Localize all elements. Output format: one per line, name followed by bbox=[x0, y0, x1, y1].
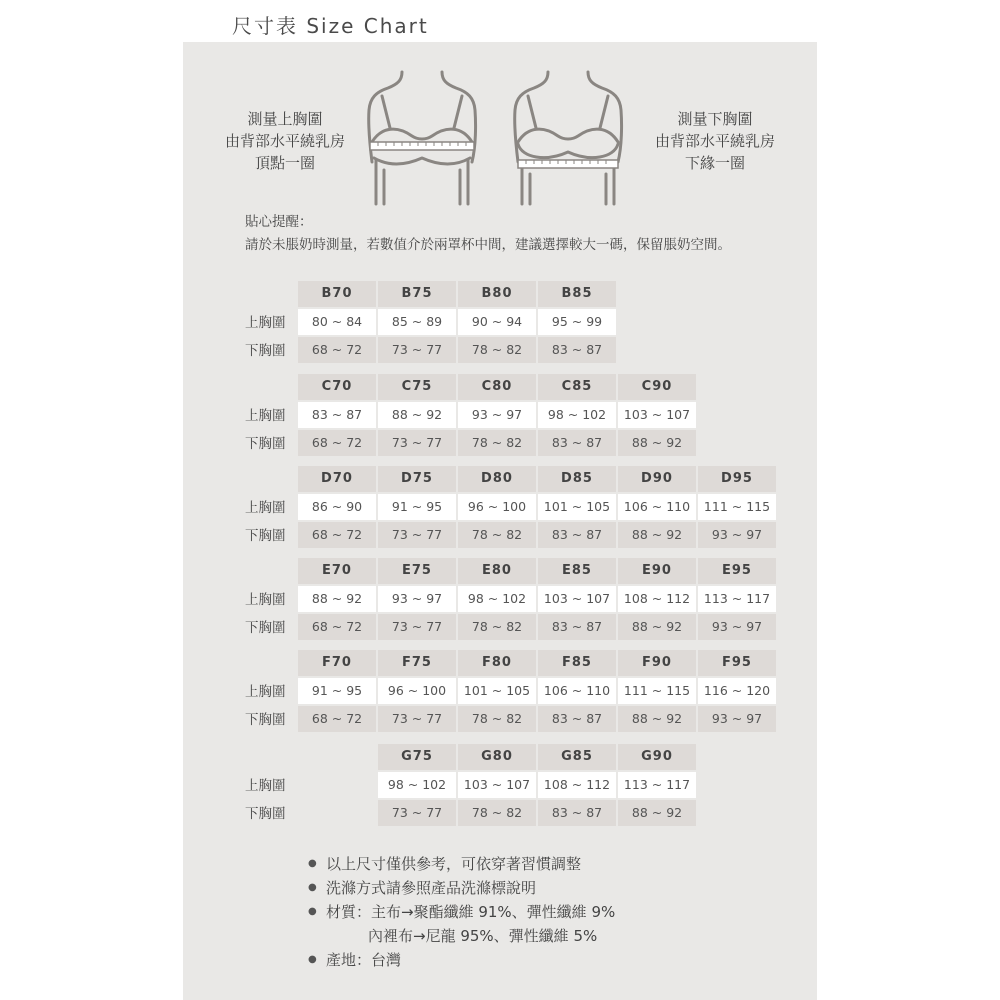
under-bust-cell: 88 ~ 92 bbox=[618, 522, 696, 548]
under-bust-cell: 68 ~ 72 bbox=[298, 430, 376, 456]
row-label-under-bust: 下胸圍 bbox=[245, 436, 286, 452]
under-bust-cell: 78 ~ 82 bbox=[458, 337, 536, 363]
size-header: B85 bbox=[538, 281, 616, 307]
size-header: D80 bbox=[458, 466, 536, 492]
size-header: C90 bbox=[618, 374, 696, 400]
under-bust-cell: 68 ~ 72 bbox=[298, 706, 376, 732]
instruction-line: 測量上胸圍 bbox=[247, 110, 323, 128]
size-header: F80 bbox=[458, 650, 536, 676]
size-group bbox=[0, 650, 1000, 732]
instruction-line: 頂點一圈 bbox=[254, 154, 315, 172]
instruction-line: 由背部水平繞乳房 bbox=[654, 132, 775, 150]
under-bust-cell: 68 ~ 72 bbox=[298, 337, 376, 363]
upper-bust-cell: 95 ~ 99 bbox=[538, 309, 616, 335]
row-label-under-bust: 下胸圍 bbox=[245, 620, 286, 636]
instruction-line: 由背部水平繞乳房 bbox=[224, 132, 345, 150]
under-bust-cell: 93 ~ 97 bbox=[698, 706, 776, 732]
upper-bust-cell: 103 ~ 107 bbox=[538, 586, 616, 612]
row-label-under-bust: 下胸圍 bbox=[245, 806, 286, 822]
upper-bust-cell: 93 ~ 97 bbox=[458, 402, 536, 428]
upper-bust-cell: 86 ~ 90 bbox=[298, 494, 376, 520]
upper-bust-cell: 113 ~ 117 bbox=[698, 586, 776, 612]
under-bust-cell: 83 ~ 87 bbox=[538, 522, 616, 548]
upper-bust-cell: 108 ~ 112 bbox=[618, 586, 696, 612]
upper-bust-cell: 111 ~ 115 bbox=[618, 678, 696, 704]
size-header: B80 bbox=[458, 281, 536, 307]
size-header: G90 bbox=[618, 744, 696, 770]
size-header: C85 bbox=[538, 374, 616, 400]
upper-bust-cell: 96 ~ 100 bbox=[378, 678, 456, 704]
size-header: D75 bbox=[378, 466, 456, 492]
under-bust-cell: 93 ~ 97 bbox=[698, 614, 776, 640]
upper-bust-cell: 103 ~ 107 bbox=[458, 772, 536, 798]
size-header: D70 bbox=[298, 466, 376, 492]
size-group bbox=[0, 558, 1000, 640]
under-bust-cell: 83 ~ 87 bbox=[538, 337, 616, 363]
size-header: G75 bbox=[378, 744, 456, 770]
upper-bust-cell: 106 ~ 110 bbox=[618, 494, 696, 520]
row-label-upper-bust: 上胸圍 bbox=[245, 592, 286, 608]
instruction-line: 測量下胸圍 bbox=[677, 110, 753, 128]
upper-bust-cell: 98 ~ 102 bbox=[538, 402, 616, 428]
under-bust-cell: 78 ~ 82 bbox=[458, 522, 536, 548]
row-label-upper-bust: 上胸圍 bbox=[245, 684, 286, 700]
upper-bust-cell: 88 ~ 92 bbox=[378, 402, 456, 428]
note-item: ● 以上尺寸僅供參考，可依穿著習慣調整 bbox=[308, 852, 615, 876]
under-bust-cell: 78 ~ 82 bbox=[458, 800, 536, 826]
under-bust-cell: 73 ~ 77 bbox=[378, 614, 456, 640]
under-bust-cell: 68 ~ 72 bbox=[298, 522, 376, 548]
upper-bust-cell: 108 ~ 112 bbox=[538, 772, 616, 798]
note-item: ● 材質：主布→聚酯纖維 91%、彈性纖維 9% bbox=[308, 900, 615, 924]
under-bust-cell: 83 ~ 87 bbox=[538, 706, 616, 732]
tip-text: 請於未脹奶時測量，若數值介於兩罩杯中間，建議選擇較大一碼，保留脹奶空間。 bbox=[245, 237, 731, 253]
size-header: E95 bbox=[698, 558, 776, 584]
under-bust-cell: 73 ~ 77 bbox=[378, 337, 456, 363]
size-group bbox=[0, 744, 1000, 826]
size-header: D95 bbox=[698, 466, 776, 492]
upper-bust-cell: 101 ~ 105 bbox=[458, 678, 536, 704]
size-header: E75 bbox=[378, 558, 456, 584]
upper-bust-cell: 111 ~ 115 bbox=[698, 494, 776, 520]
upper-bust-cell: 88 ~ 92 bbox=[298, 586, 376, 612]
size-header: D90 bbox=[618, 466, 696, 492]
upper-bust-cell: 91 ~ 95 bbox=[298, 678, 376, 704]
size-header: F95 bbox=[698, 650, 776, 676]
under-bust-cell: 83 ~ 87 bbox=[538, 430, 616, 456]
under-bust-cell: 93 ~ 97 bbox=[698, 522, 776, 548]
size-group bbox=[0, 374, 1000, 456]
row-label-upper-bust: 上胸圍 bbox=[245, 500, 286, 516]
page-title: 尺寸表 Size Chart bbox=[232, 14, 429, 38]
notes-list bbox=[308, 852, 615, 972]
upper-bust-cell: 103 ~ 107 bbox=[618, 402, 696, 428]
under-bust-cell: 88 ~ 92 bbox=[618, 800, 696, 826]
upper-bust-cell: 85 ~ 89 bbox=[378, 309, 456, 335]
under-bust-instructions bbox=[635, 108, 795, 174]
upper-bust-cell: 113 ~ 117 bbox=[618, 772, 696, 798]
upper-bust-cell: 116 ~ 120 bbox=[698, 678, 776, 704]
note-item: ● 產地：台灣 bbox=[308, 948, 615, 972]
size-group bbox=[0, 281, 1000, 363]
row-label-upper-bust: 上胸圍 bbox=[245, 408, 286, 424]
size-header: E80 bbox=[458, 558, 536, 584]
size-header: C75 bbox=[378, 374, 456, 400]
under-bust-figure bbox=[508, 66, 628, 206]
upper-bust-cell: 90 ~ 94 bbox=[458, 309, 536, 335]
size-header: D85 bbox=[538, 466, 616, 492]
under-bust-cell: 78 ~ 82 bbox=[458, 706, 536, 732]
size-header: E70 bbox=[298, 558, 376, 584]
under-bust-cell: 88 ~ 92 bbox=[618, 430, 696, 456]
upper-bust-cell: 93 ~ 97 bbox=[378, 586, 456, 612]
under-bust-cell: 73 ~ 77 bbox=[378, 800, 456, 826]
size-header: B75 bbox=[378, 281, 456, 307]
row-label-upper-bust: 上胸圍 bbox=[245, 778, 286, 794]
under-bust-cell: 73 ~ 77 bbox=[378, 706, 456, 732]
instruction-line: 下緣一圈 bbox=[684, 154, 745, 172]
size-group bbox=[0, 466, 1000, 548]
size-header: G80 bbox=[458, 744, 536, 770]
size-header: E90 bbox=[618, 558, 696, 584]
size-header: C80 bbox=[458, 374, 536, 400]
row-label-upper-bust: 上胸圍 bbox=[245, 315, 286, 331]
under-bust-cell: 78 ~ 82 bbox=[458, 430, 536, 456]
size-header: E85 bbox=[538, 558, 616, 584]
size-header: F75 bbox=[378, 650, 456, 676]
note-item: ● 洗滌方式請參照產品洗滌標說明 bbox=[308, 876, 615, 900]
upper-bust-cell: 98 ~ 102 bbox=[378, 772, 456, 798]
under-bust-cell: 73 ~ 77 bbox=[378, 522, 456, 548]
under-bust-cell: 78 ~ 82 bbox=[458, 614, 536, 640]
size-header: B70 bbox=[298, 281, 376, 307]
upper-bust-cell: 91 ~ 95 bbox=[378, 494, 456, 520]
size-header: F90 bbox=[618, 650, 696, 676]
under-bust-cell: 88 ~ 92 bbox=[618, 614, 696, 640]
under-bust-cell: 83 ~ 87 bbox=[538, 614, 616, 640]
upper-bust-cell: 80 ~ 84 bbox=[298, 309, 376, 335]
row-label-under-bust: 下胸圍 bbox=[245, 343, 286, 359]
size-header: C70 bbox=[298, 374, 376, 400]
under-bust-cell: 88 ~ 92 bbox=[618, 706, 696, 732]
size-header: F70 bbox=[298, 650, 376, 676]
upper-bust-cell: 106 ~ 110 bbox=[538, 678, 616, 704]
under-bust-cell: 83 ~ 87 bbox=[538, 800, 616, 826]
upper-bust-instructions bbox=[205, 108, 365, 174]
tip-title: 貼心提醒： bbox=[245, 214, 313, 230]
upper-bust-cell: 101 ~ 105 bbox=[538, 494, 616, 520]
row-label-under-bust: 下胸圍 bbox=[245, 712, 286, 728]
note-item-continued: 內裡布→尼龍 95%、彈性纖維 5% bbox=[368, 927, 598, 945]
under-bust-cell: 68 ~ 72 bbox=[298, 614, 376, 640]
upper-bust-cell: 83 ~ 87 bbox=[298, 402, 376, 428]
upper-bust-figure bbox=[362, 66, 482, 206]
row-label-under-bust: 下胸圍 bbox=[245, 528, 286, 544]
size-header: G85 bbox=[538, 744, 616, 770]
size-header: F85 bbox=[538, 650, 616, 676]
upper-bust-cell: 98 ~ 102 bbox=[458, 586, 536, 612]
upper-bust-cell: 96 ~ 100 bbox=[458, 494, 536, 520]
under-bust-cell: 73 ~ 77 bbox=[378, 430, 456, 456]
